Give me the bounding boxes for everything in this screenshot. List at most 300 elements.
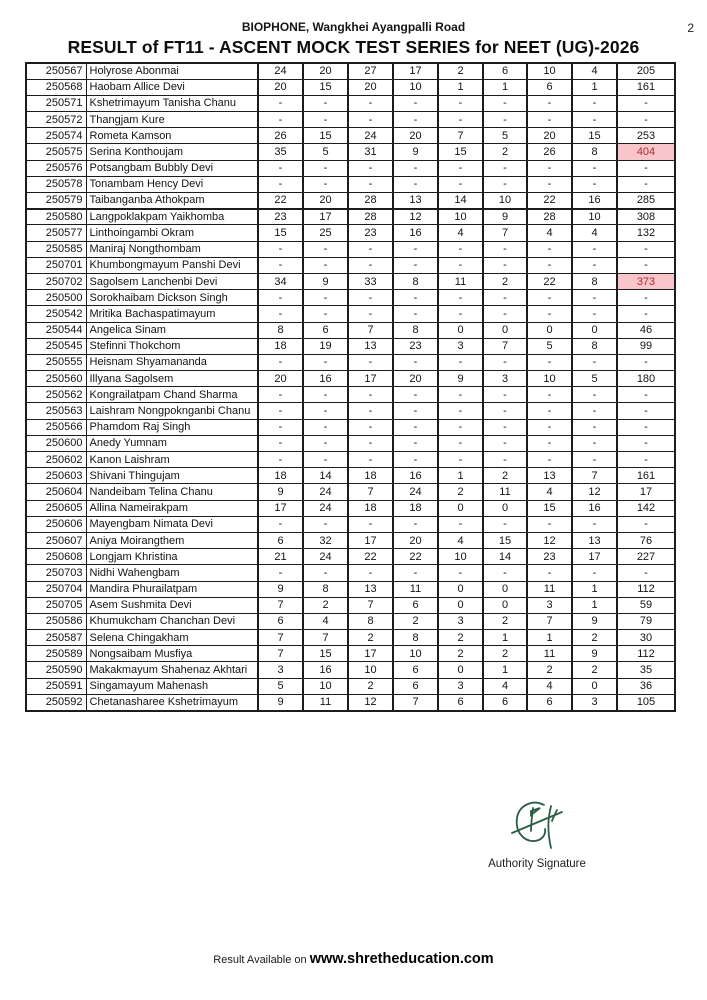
roll-number-cell: 250608 <box>26 549 86 565</box>
subject-score-cell: - <box>348 176 393 192</box>
subject-score-cell: - <box>527 452 572 468</box>
subject-score-cell: - <box>572 257 617 273</box>
subject-score-cell: 16 <box>303 371 348 387</box>
subject-score-cell: - <box>303 516 348 532</box>
subject-score-cell: - <box>527 516 572 532</box>
student-name-cell: Laishram Nongpoknganbi Chanu <box>86 403 258 419</box>
table-row <box>26 565 675 581</box>
total-score-cell: 30 <box>617 630 675 646</box>
subject-score-cell: 27 <box>348 63 393 79</box>
subject-score-cell: 11 <box>483 484 527 500</box>
subject-score-cell: 16 <box>393 225 438 241</box>
student-name-cell: Mayengbam Nimata Devi <box>86 516 258 532</box>
subject-score-cell: 4 <box>527 484 572 500</box>
student-name-cell: Aniya Moirangthem <box>86 532 258 548</box>
subject-score-cell: 2 <box>527 662 572 678</box>
student-name-cell: Haobam Allice Devi <box>86 79 258 95</box>
subject-score-cell: 3 <box>527 597 572 613</box>
student-name-cell: Anedy Yumnam <box>86 435 258 451</box>
roll-number-cell: 250574 <box>26 128 86 144</box>
subject-score-cell: - <box>527 387 572 403</box>
student-name-cell: Shivani Thingujam <box>86 468 258 484</box>
subject-score-cell: - <box>303 387 348 403</box>
total-score-cell: - <box>617 306 675 322</box>
subject-score-cell: - <box>483 419 527 435</box>
table-row <box>26 112 675 128</box>
subject-score-cell: 17 <box>258 500 303 516</box>
subject-score-cell: 22 <box>527 193 572 209</box>
subject-score-cell: 7 <box>258 646 303 662</box>
roll-number-cell: 250577 <box>26 225 86 241</box>
subject-score-cell: 1 <box>438 468 483 484</box>
subject-score-cell: 2 <box>348 678 393 694</box>
subject-score-cell: - <box>572 516 617 532</box>
subject-score-cell: - <box>303 306 348 322</box>
subject-score-cell: 3 <box>572 694 617 710</box>
subject-score-cell: 14 <box>303 468 348 484</box>
subject-score-cell: - <box>438 387 483 403</box>
subject-score-cell: 4 <box>527 225 572 241</box>
subject-score-cell: - <box>572 565 617 581</box>
subject-score-cell: - <box>483 387 527 403</box>
student-name-cell: Stefinni Thokchom <box>86 338 258 354</box>
subject-score-cell: 16 <box>393 468 438 484</box>
subject-score-cell: 24 <box>258 63 303 79</box>
subject-score-cell: 20 <box>527 128 572 144</box>
subject-score-cell: 8 <box>393 273 438 289</box>
roll-number-cell: 250567 <box>26 63 86 79</box>
subject-score-cell: 13 <box>393 193 438 209</box>
subject-score-cell: 9 <box>258 581 303 597</box>
subject-score-cell: 7 <box>348 597 393 613</box>
student-name-cell: Phamdom Raj Singh <box>86 419 258 435</box>
subject-score-cell: 9 <box>258 484 303 500</box>
student-name-cell: Asem Sushmita Devi <box>86 597 258 613</box>
subject-score-cell: - <box>393 403 438 419</box>
subject-score-cell: 1 <box>438 79 483 95</box>
roll-number-cell: 250587 <box>26 630 86 646</box>
subject-score-cell: 24 <box>348 128 393 144</box>
subject-score-cell: 9 <box>438 371 483 387</box>
subject-score-cell: 2 <box>483 613 527 629</box>
subject-score-cell: 8 <box>348 613 393 629</box>
subject-score-cell: - <box>483 95 527 111</box>
subject-score-cell: - <box>258 565 303 581</box>
subject-score-cell: 8 <box>258 322 303 338</box>
student-name-cell: Longjam Khristina <box>86 549 258 565</box>
table-row <box>26 452 675 468</box>
subject-score-cell: 16 <box>572 500 617 516</box>
total-score-cell: - <box>617 403 675 419</box>
table-row <box>26 597 675 613</box>
table-row <box>26 306 675 322</box>
roll-number-cell: 250580 <box>26 209 86 225</box>
student-name-cell: Rometa Kamson <box>86 128 258 144</box>
subject-score-cell: 15 <box>483 532 527 548</box>
subject-score-cell: 10 <box>438 549 483 565</box>
subject-score-cell: 18 <box>393 500 438 516</box>
subject-score-cell: 6 <box>438 694 483 710</box>
subject-score-cell: 7 <box>303 630 348 646</box>
subject-score-cell: - <box>572 403 617 419</box>
subject-score-cell: - <box>527 95 572 111</box>
total-score-cell: - <box>617 354 675 370</box>
subject-score-cell: 0 <box>438 662 483 678</box>
table-row <box>26 257 675 273</box>
subject-score-cell: 14 <box>483 549 527 565</box>
subject-score-cell: 2 <box>438 630 483 646</box>
roll-number-cell: 250590 <box>26 662 86 678</box>
subject-score-cell: 1 <box>572 597 617 613</box>
subject-score-cell: - <box>438 435 483 451</box>
student-name-cell: Chetanasharee Kshetrimayum <box>86 694 258 710</box>
subject-score-cell: 2 <box>483 468 527 484</box>
roll-number-cell: 250578 <box>26 176 86 192</box>
subject-score-cell: 10 <box>393 79 438 95</box>
subject-score-cell: 9 <box>572 613 617 629</box>
subject-score-cell: 7 <box>348 484 393 500</box>
subject-score-cell: - <box>483 257 527 273</box>
student-name-cell: Thangjam Kure <box>86 112 258 128</box>
subject-score-cell: - <box>438 290 483 306</box>
subject-score-cell: 0 <box>438 581 483 597</box>
subject-score-cell: 0 <box>438 500 483 516</box>
roll-number-cell: 250566 <box>26 419 86 435</box>
subject-score-cell: - <box>303 160 348 176</box>
roll-number-cell: 250572 <box>26 112 86 128</box>
subject-score-cell: 20 <box>303 63 348 79</box>
subject-score-cell: - <box>527 176 572 192</box>
student-name-cell: Potsangbam Bubbly Devi <box>86 160 258 176</box>
subject-score-cell: - <box>393 419 438 435</box>
table-row <box>26 516 675 532</box>
subject-score-cell: 2 <box>348 630 393 646</box>
subject-score-cell: - <box>438 95 483 111</box>
subject-score-cell: 4 <box>483 678 527 694</box>
subject-score-cell: 0 <box>438 322 483 338</box>
subject-score-cell: 2 <box>572 662 617 678</box>
subject-score-cell: 12 <box>527 532 572 548</box>
subject-score-cell: 14 <box>438 193 483 209</box>
subject-score-cell: 33 <box>348 273 393 289</box>
subject-score-cell: - <box>303 354 348 370</box>
subject-score-cell: - <box>393 95 438 111</box>
table-row <box>26 646 675 662</box>
subject-score-cell: - <box>527 257 572 273</box>
table-row <box>26 662 675 678</box>
total-score-cell: - <box>617 95 675 111</box>
subject-score-cell: - <box>393 435 438 451</box>
table-row <box>26 193 675 209</box>
subject-score-cell: - <box>348 452 393 468</box>
roll-number-cell: 250586 <box>26 613 86 629</box>
subject-score-cell: - <box>393 160 438 176</box>
subject-score-cell: 21 <box>258 549 303 565</box>
student-name-cell: Serina Konthoujam <box>86 144 258 160</box>
subject-score-cell: 8 <box>572 273 617 289</box>
subject-score-cell: 28 <box>527 209 572 225</box>
subject-score-cell: 7 <box>393 694 438 710</box>
subject-score-cell: - <box>572 354 617 370</box>
roll-number-cell: 250560 <box>26 371 86 387</box>
roll-number-cell: 250585 <box>26 241 86 257</box>
table-row <box>26 128 675 144</box>
table-row <box>26 468 675 484</box>
table-row <box>26 371 675 387</box>
subject-score-cell: 28 <box>348 193 393 209</box>
subject-score-cell: 10 <box>527 63 572 79</box>
subject-score-cell: - <box>572 452 617 468</box>
subject-score-cell: 4 <box>438 532 483 548</box>
subject-score-cell: - <box>303 176 348 192</box>
subject-score-cell: - <box>303 403 348 419</box>
roll-number-cell: 250555 <box>26 354 86 370</box>
subject-score-cell: - <box>527 419 572 435</box>
subject-score-cell: 22 <box>393 549 438 565</box>
subject-score-cell: - <box>483 176 527 192</box>
table-row <box>26 176 675 192</box>
total-score-cell: 253 <box>617 128 675 144</box>
subject-score-cell: 2 <box>483 646 527 662</box>
subject-score-cell: 2 <box>438 63 483 79</box>
subject-score-cell: - <box>348 354 393 370</box>
subject-score-cell: 32 <box>303 532 348 548</box>
subject-score-cell: - <box>348 387 393 403</box>
subject-score-cell: 24 <box>303 484 348 500</box>
subject-score-cell: 4 <box>527 678 572 694</box>
subject-score-cell: - <box>483 516 527 532</box>
subject-score-cell: 6 <box>483 694 527 710</box>
subject-score-cell: 26 <box>258 128 303 144</box>
student-name-cell: Langpoklakpam Yaikhomba <box>86 209 258 225</box>
subject-score-cell: 11 <box>303 694 348 710</box>
subject-score-cell: 6 <box>527 694 572 710</box>
subject-score-cell: - <box>438 306 483 322</box>
subject-score-cell: 17 <box>303 209 348 225</box>
subject-score-cell: - <box>483 452 527 468</box>
table-row <box>26 241 675 257</box>
subject-score-cell: - <box>527 354 572 370</box>
roll-number-cell: 250606 <box>26 516 86 532</box>
subject-score-cell: 23 <box>348 225 393 241</box>
subject-score-cell: 6 <box>258 532 303 548</box>
subject-score-cell: - <box>527 160 572 176</box>
subject-score-cell: - <box>438 257 483 273</box>
subject-score-cell: - <box>393 565 438 581</box>
subject-score-cell: - <box>483 160 527 176</box>
subject-score-cell: - <box>572 290 617 306</box>
roll-number-cell: 250704 <box>26 581 86 597</box>
subject-score-cell: - <box>258 160 303 176</box>
roll-number-cell: 250600 <box>26 435 86 451</box>
table-row <box>26 630 675 646</box>
table-row <box>26 484 675 500</box>
subject-score-cell: 5 <box>527 338 572 354</box>
table-row <box>26 403 675 419</box>
total-score-cell: - <box>617 160 675 176</box>
subject-score-cell: 12 <box>393 209 438 225</box>
total-score-cell: - <box>617 452 675 468</box>
subject-score-cell: 15 <box>572 128 617 144</box>
subject-score-cell: - <box>303 95 348 111</box>
student-name-cell: Taibanganba Athokpam <box>86 193 258 209</box>
subject-score-cell: - <box>393 112 438 128</box>
subject-score-cell: 2 <box>572 630 617 646</box>
roll-number-cell: 250602 <box>26 452 86 468</box>
subject-score-cell: - <box>572 241 617 257</box>
subject-score-cell: 35 <box>258 144 303 160</box>
subject-score-cell: 16 <box>303 662 348 678</box>
roll-number-cell: 250544 <box>26 322 86 338</box>
subject-score-cell: - <box>527 290 572 306</box>
subject-score-cell: - <box>572 306 617 322</box>
subject-score-cell: - <box>303 290 348 306</box>
student-name-cell: Nidhi Wahengbam <box>86 565 258 581</box>
subject-score-cell: - <box>258 516 303 532</box>
subject-score-cell: - <box>527 565 572 581</box>
student-name-cell: Singamayum Mahenash <box>86 678 258 694</box>
table-row <box>26 387 675 403</box>
table-row <box>26 160 675 176</box>
subject-score-cell: 3 <box>438 678 483 694</box>
subject-score-cell: - <box>483 354 527 370</box>
subject-score-cell: - <box>348 95 393 111</box>
subject-score-cell: - <box>258 403 303 419</box>
total-score-cell: 373 <box>617 273 675 289</box>
subject-score-cell: 0 <box>483 597 527 613</box>
subject-score-cell: 20 <box>258 371 303 387</box>
subject-score-cell: 20 <box>303 193 348 209</box>
table-row <box>26 322 675 338</box>
table-row <box>26 549 675 565</box>
subject-score-cell: - <box>348 241 393 257</box>
subject-score-cell: 11 <box>438 273 483 289</box>
student-name-cell: Allina Nameirakpam <box>86 500 258 516</box>
footer-website-link[interactable]: www.shretheducation.com <box>309 951 494 967</box>
subject-score-cell: 26 <box>527 144 572 160</box>
subject-score-cell: 8 <box>393 630 438 646</box>
subject-score-cell: - <box>258 452 303 468</box>
table-row <box>26 79 675 95</box>
student-name-cell: Makakmayum Shahenaz Akhtari <box>86 662 258 678</box>
subject-score-cell: 6 <box>258 613 303 629</box>
subject-score-cell: 1 <box>483 630 527 646</box>
subject-score-cell: 15 <box>527 500 572 516</box>
subject-score-cell: 17 <box>348 646 393 662</box>
subject-score-cell: 8 <box>393 322 438 338</box>
subject-score-cell: - <box>438 516 483 532</box>
subject-score-cell: 10 <box>348 662 393 678</box>
roll-number-cell: 250542 <box>26 306 86 322</box>
subject-score-cell: 3 <box>438 613 483 629</box>
subject-score-cell: 4 <box>572 225 617 241</box>
subject-score-cell: 22 <box>258 193 303 209</box>
roll-number-cell: 250591 <box>26 678 86 694</box>
subject-score-cell: - <box>258 290 303 306</box>
subject-score-cell: 17 <box>572 549 617 565</box>
roll-number-cell: 250702 <box>26 273 86 289</box>
table-row <box>26 338 675 354</box>
subject-score-cell: 20 <box>258 79 303 95</box>
total-score-cell: - <box>617 387 675 403</box>
subject-score-cell: 13 <box>527 468 572 484</box>
student-name-cell: Illyana Sagolsem <box>86 371 258 387</box>
student-name-cell: Mritika Bachaspatimayum <box>86 306 258 322</box>
page-title: RESULT of FT11 - ASCENT MOCK TEST SERIES for NEET (UG)-2026 <box>67 37 640 57</box>
subject-score-cell: - <box>348 403 393 419</box>
table-row <box>26 225 675 241</box>
student-name-cell: Linthoingambi Okram <box>86 225 258 241</box>
subject-score-cell: - <box>258 419 303 435</box>
subject-score-cell: - <box>527 435 572 451</box>
subject-score-cell: 2 <box>438 646 483 662</box>
organization-name: BIOPHONE, Wangkhei Ayangpalli Road <box>241 20 466 34</box>
subject-score-cell: 15 <box>303 79 348 95</box>
subject-score-cell: - <box>572 95 617 111</box>
subject-score-cell: 8 <box>572 144 617 160</box>
subject-score-cell: 18 <box>258 468 303 484</box>
footer <box>0 951 707 967</box>
student-name-cell: Kongrailatpam Chand Sharma <box>86 387 258 403</box>
subject-score-cell: - <box>393 257 438 273</box>
total-score-cell: 308 <box>617 209 675 225</box>
table-row <box>26 613 675 629</box>
subject-score-cell: - <box>393 176 438 192</box>
student-name-cell: Selena Chingakham <box>86 630 258 646</box>
subject-score-cell: - <box>438 419 483 435</box>
subject-score-cell: 13 <box>348 338 393 354</box>
total-score-cell: - <box>617 112 675 128</box>
subject-score-cell: - <box>572 387 617 403</box>
subject-score-cell: 7 <box>438 128 483 144</box>
total-score-cell: - <box>617 290 675 306</box>
total-score-cell: 132 <box>617 225 675 241</box>
subject-score-cell: 7 <box>258 597 303 613</box>
signature-block <box>467 798 607 870</box>
subject-score-cell: - <box>483 290 527 306</box>
subject-score-cell: 20 <box>393 128 438 144</box>
total-score-cell: 161 <box>617 468 675 484</box>
subject-score-cell: 4 <box>303 613 348 629</box>
student-name-cell: Sorokhaibam Dickson Singh <box>86 290 258 306</box>
subject-score-cell: 7 <box>527 613 572 629</box>
table-row <box>26 209 675 225</box>
subject-score-cell: - <box>303 257 348 273</box>
roll-number-cell: 250562 <box>26 387 86 403</box>
table-row <box>26 435 675 451</box>
roll-number-cell: 250705 <box>26 597 86 613</box>
total-score-cell: 17 <box>617 484 675 500</box>
subject-score-cell: 18 <box>348 500 393 516</box>
subject-score-cell: - <box>438 452 483 468</box>
subject-score-cell: 13 <box>348 581 393 597</box>
subject-score-cell: 10 <box>572 209 617 225</box>
table-row <box>26 273 675 289</box>
subject-score-cell: - <box>438 403 483 419</box>
subject-score-cell: - <box>258 354 303 370</box>
subject-score-cell: - <box>258 176 303 192</box>
subject-score-cell: 3 <box>258 662 303 678</box>
subject-score-cell: - <box>348 419 393 435</box>
subject-score-cell: 2 <box>393 613 438 629</box>
roll-number-cell: 250605 <box>26 500 86 516</box>
subject-score-cell: - <box>572 419 617 435</box>
total-score-cell: 205 <box>617 63 675 79</box>
subject-score-cell: 10 <box>303 678 348 694</box>
subject-score-cell: - <box>527 112 572 128</box>
student-name-cell: Kshetrimayum Tanisha Chanu <box>86 95 258 111</box>
subject-score-cell: - <box>258 435 303 451</box>
